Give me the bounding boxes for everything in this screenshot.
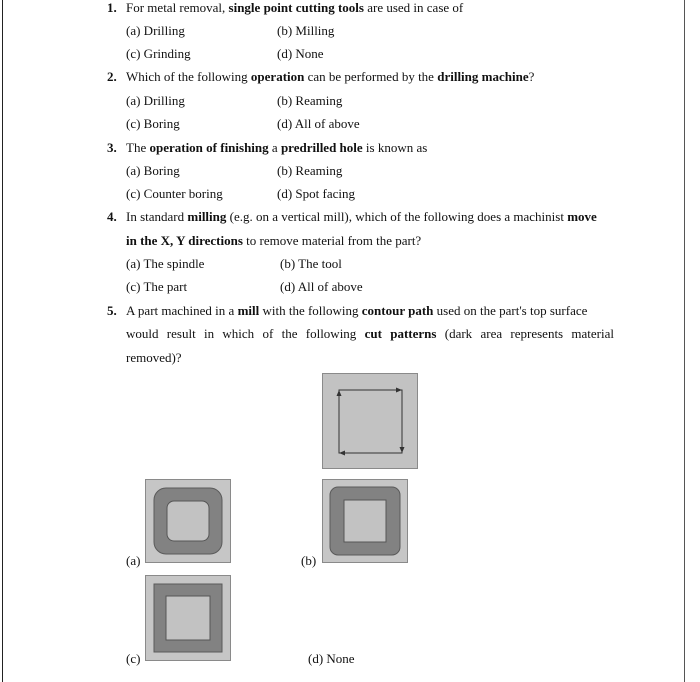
question-keyword: predrilled hole <box>280 140 363 155</box>
question-4 <box>107 209 597 225</box>
question-2 <box>107 69 534 85</box>
question-keyword: operation of finishing <box>149 140 269 155</box>
question-number: 2. <box>107 69 117 84</box>
option-b: (b) Reaming <box>277 163 343 178</box>
question-text: ? <box>528 69 535 84</box>
question-number: 1. <box>107 0 117 15</box>
question-text: with the following <box>259 303 362 318</box>
page-edge-right <box>684 0 685 682</box>
question-3 <box>107 140 427 156</box>
question-text: can be performed by the <box>304 69 438 84</box>
option-b-label: (b) <box>301 553 317 568</box>
option-b: (b) Milling <box>277 23 335 38</box>
question-text: A part machined in a <box>126 303 238 318</box>
option-b: (b) The tool <box>280 256 342 271</box>
option-d-label: (d) None <box>308 651 355 666</box>
cut-pattern-b <box>322 479 408 563</box>
question-text: are used in case of <box>363 0 464 15</box>
option-a-label: (a) <box>126 553 141 568</box>
option-a: (a) Drilling <box>126 23 185 38</box>
option-d: (d) All of above <box>277 116 360 131</box>
option-b: (b) Reaming <box>277 93 343 108</box>
contour-path-figure <box>322 373 418 469</box>
question-text: to remove material from the part? <box>242 233 422 248</box>
option-d: (d) Spot facing <box>277 186 355 201</box>
question-text: a <box>268 140 281 155</box>
question-keyword: operation <box>250 69 305 84</box>
question-text: would result in which of the following <box>126 326 365 341</box>
cut-pattern-a <box>145 479 231 563</box>
question-keyword: single point cutting tools <box>228 0 364 15</box>
question-keyword: milling <box>187 209 227 224</box>
option-c: (c) Counter boring <box>126 186 223 201</box>
option-a: (a) Boring <box>126 163 180 178</box>
question-keyword: cut patterns <box>364 326 437 341</box>
question-keyword: contour path <box>361 303 434 318</box>
option-c: (c) The part <box>126 279 188 294</box>
question-text: (e.g. on a vertical mill), which of the following does a machinist <box>226 209 568 224</box>
cut-pattern-c <box>145 575 231 661</box>
question-5 <box>107 303 587 319</box>
page-edge-left <box>2 0 3 682</box>
question-1 <box>107 0 463 16</box>
question-keyword: move <box>567 209 597 224</box>
option-c-label: (c) <box>126 651 141 666</box>
question-5-line-3: removed)? <box>126 350 182 365</box>
option-a: (a) The spindle <box>126 256 205 271</box>
question-5-line-2 <box>126 326 614 342</box>
question-text: The <box>126 140 150 155</box>
question-keyword: in the X, Y directions <box>126 233 243 248</box>
option-d: (d) All of above <box>280 279 363 294</box>
question-text: is known as <box>362 140 428 155</box>
question-keyword: mill <box>237 303 260 318</box>
question-text: In standard <box>126 209 188 224</box>
question-text: Which of the following <box>126 69 251 84</box>
option-d: (d) None <box>277 46 324 61</box>
question-keyword: drilling machine <box>437 69 529 84</box>
question-text: used on the part's top surface <box>433 303 588 318</box>
question-text: For metal removal, <box>126 0 229 15</box>
question-number: 5. <box>107 303 117 318</box>
question-4-line-2 <box>126 233 421 249</box>
option-a: (a) Drilling <box>126 93 185 108</box>
option-c: (c) Grinding <box>126 46 191 61</box>
question-number: 4. <box>107 209 117 224</box>
question-text: (dark area represents material <box>436 326 614 341</box>
question-number: 3. <box>107 140 117 155</box>
option-c: (c) Boring <box>126 116 180 131</box>
